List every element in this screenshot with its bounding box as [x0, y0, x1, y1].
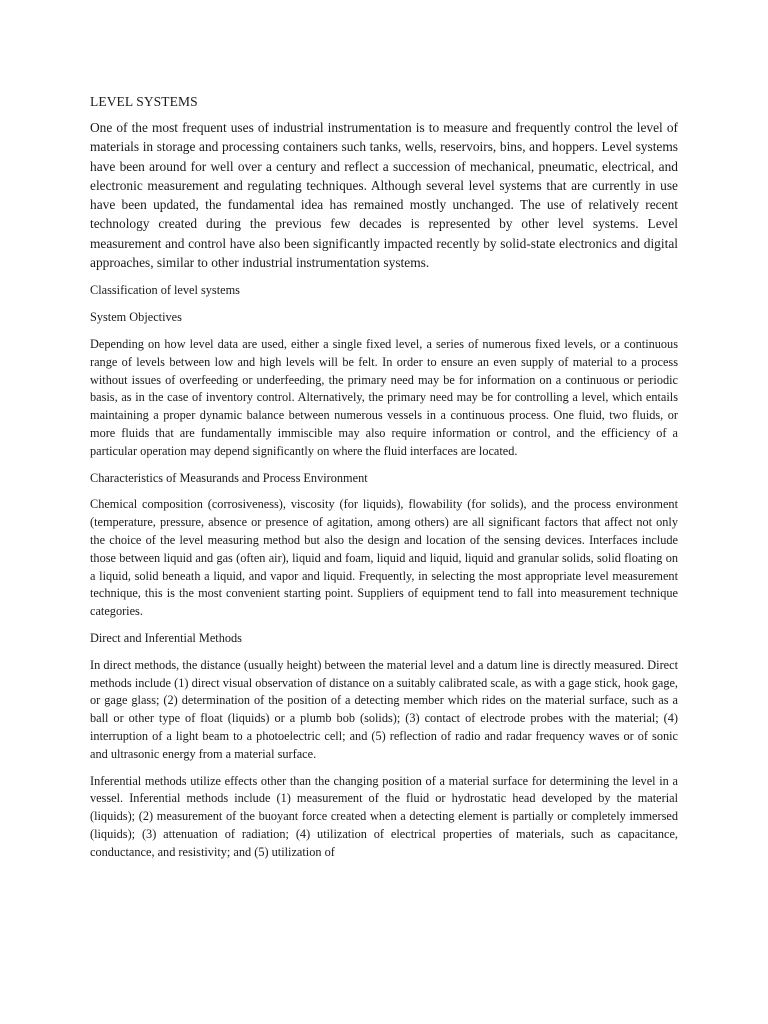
characteristics-paragraph: Chemical composition (corrosiveness), viscosity (for liquids), flowability (for solids), and the process environment (temperature, pressure, absence or presence of agitation, among others) are all significant factors that affect not only the choice of the level measuring method but also the design and location of the sensing devices. Interfaces include those between liquid and gas (often air), liquid and foam, liquid and liquid, liquid and granular solids, solid floating on a liquid, solid beneath a liquid, and vapor and liquid. Frequently, in selecting the most appropriate level measurement technique, this is the most convenient starting point. Suppliers of equipment tend to fall into measurement technique categories. [90, 497, 678, 619]
objectives-paragraph: Depending on how level data are used, either a single fixed level, a series of numerous fixed levels, or a continuous range of levels between low and high levels will be felt. In order to ensure an even supply of material to a process without issues of overfeeding or underfeeding, the primary need may be for information on a continuous or periodic basis, as in the case of inventory control. Alternatively, the primary need may be for controlling a level, which entails maintaining a proper dynamic balance between numerous vessels in a continuous process. One fluid, two fluids, or more fluids that are fundamentally immiscible may also require information or control, and the efficiency of a particular operation may depend significantly on where the fluid interfaces are located. [90, 336, 678, 458]
direct-methods-paragraph: In direct methods, the distance (usually height) between the material level and a datum line is directly measured. Direct methods include (1) direct visual observation of distance on a suitably calibrated scale, as with a gage stick, hook gage, or gage glass; (2) determination of the position of a detecting member which rides on the material surface, such as a ball or other type of float (liquids) or a plumb bob (solids); (3) contact of electrode probes with the material; (4) interruption of a light beam to a photoelectric cell; and (5) reflection of radio and radar frequency waves or of sonic and ultrasonic energy from a material surface. [90, 657, 678, 761]
document-title: LEVEL SYSTEMS [90, 94, 198, 109]
intro-paragraph: One of the most frequent uses of industrial instrumentation is to measure and frequently control the level of materials in storage and processing containers such tanks, wells, reservoirs, bins, and hoppers. Level systems have been around for well over a century and reflect a succession of mechanical, pneumatic, electrical, and electronic measurement and regulating techniques. Although several level systems that are currently in use have been updated, the fundamental idea has remained mostly unchanged. The use of relatively recent technology created during the previous few decades is represented by other level systems. Level measurement and control have also been significantly impacted recently by solid-state electronics and digital approaches, similar to other industrial instrumentation systems. [90, 120, 678, 271]
inferential-methods-paragraph: Inferential methods utilize effects other than the changing position of a material surface for determining the level in a vessel. Inferential methods include (1) measurement of the fluid or hydrostatic head developed by the material (liquids); (2) measurement of the buoyant force created when a detecting element is partially or completely immersed (liquids); (3) attenuation of radiation; (4) utilization of electrical properties of materials, such as capacitance, conductance, and resistivity; and (5) utilization of [90, 773, 678, 859]
heading-characteristics: Characteristics of Measurands and Process Environment [90, 470, 368, 485]
heading-system-objectives: System Objectives [90, 310, 182, 325]
document-page [90, 92, 678, 870]
heading-direct-inferential: Direct and Inferential Methods [90, 630, 242, 645]
heading-classification: Classification of level systems [90, 283, 240, 298]
